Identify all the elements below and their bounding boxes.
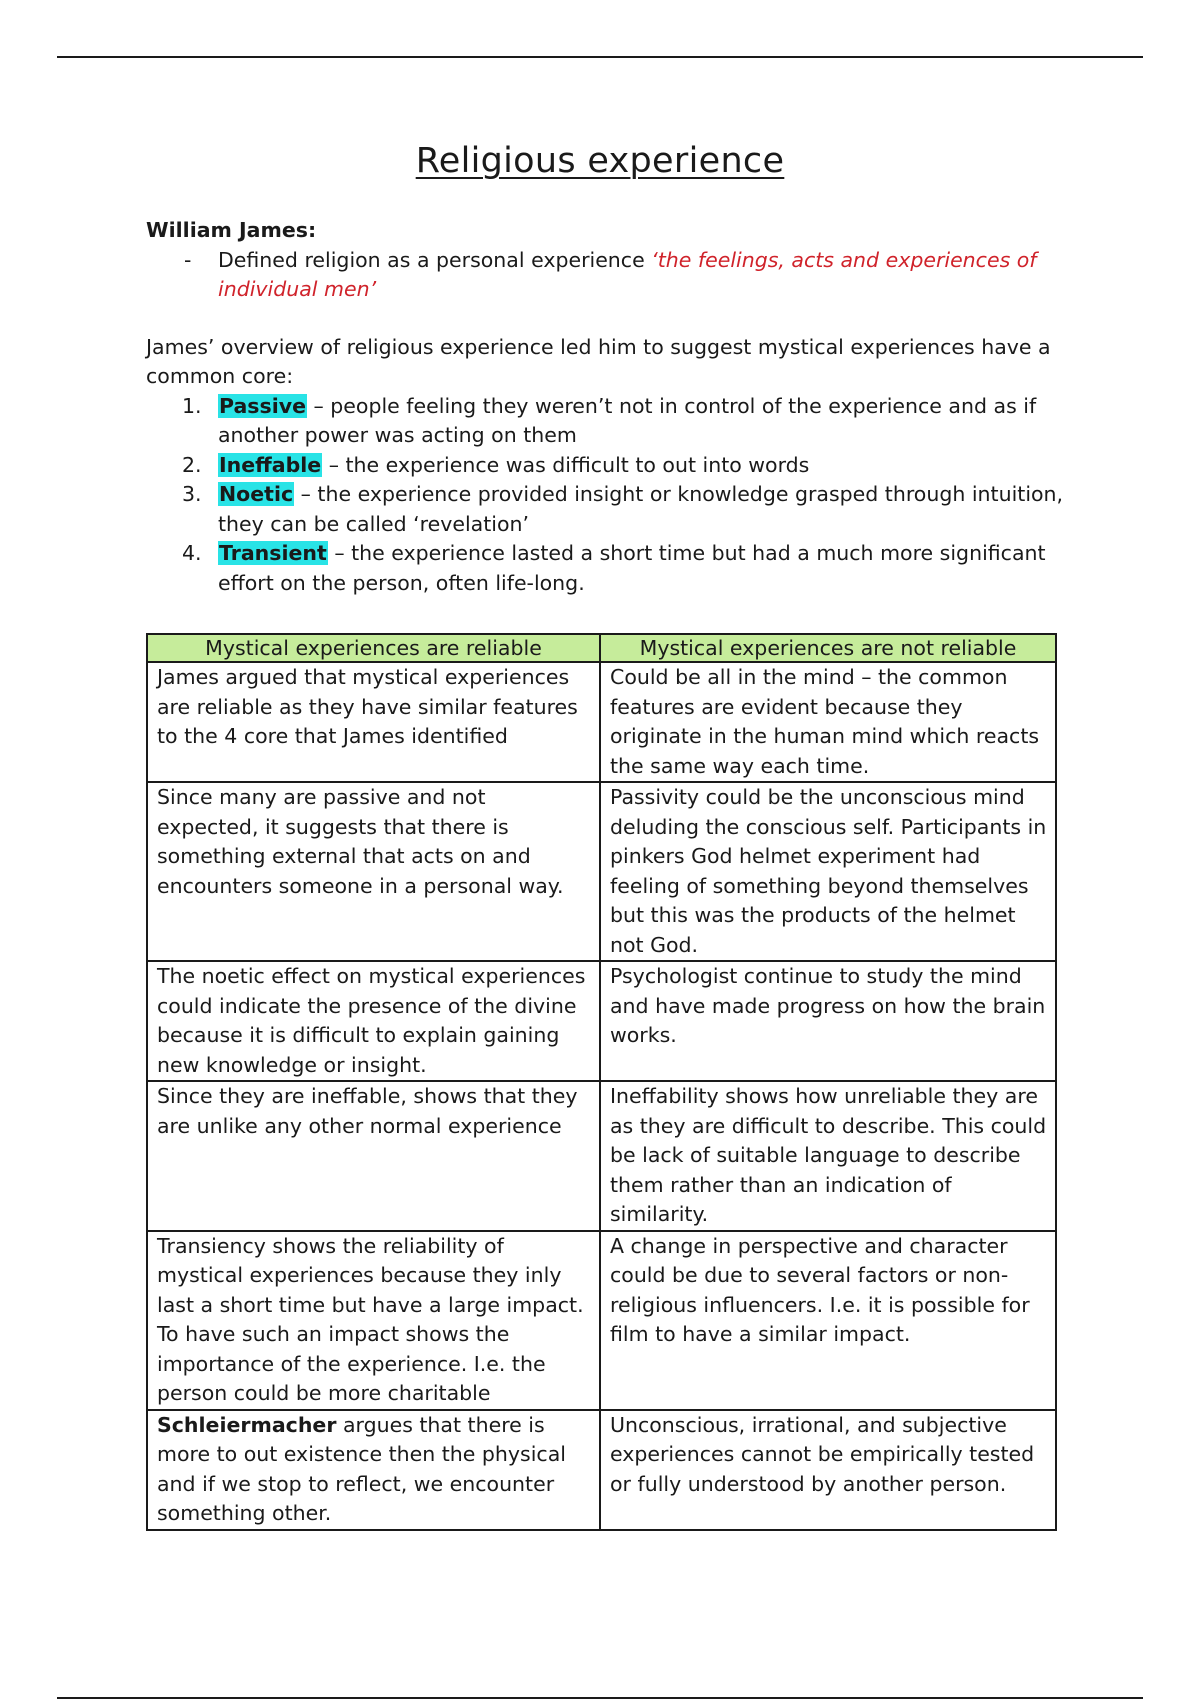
intro-paragraph: James’ overview of religious experience led him to suggest mystical experiences have a common core: bbox=[146, 334, 1051, 388]
bullet-text: Defined religion as a personal experience bbox=[218, 247, 652, 272]
schleiermacher-name: Schleiermacher bbox=[157, 1412, 337, 1437]
highlighted-term: Noetic bbox=[219, 482, 294, 506]
bullet-item bbox=[146, 246, 1066, 305]
table-row bbox=[147, 961, 1056, 1081]
list-item bbox=[146, 480, 1066, 539]
james-quote: ‘the feelings, acts and experiences of individual men’ bbox=[218, 247, 1037, 301]
table-cell: Unconscious, irrational, and subjective experiences cannot be empirically tested or fully understood by another person. bbox=[600, 1410, 1056, 1530]
header-rule bbox=[57, 56, 1143, 58]
table-row bbox=[147, 1231, 1056, 1410]
term-description: – people feeling they weren’t not in control of the experience and as if another power was acting on them bbox=[218, 393, 1037, 447]
highlighted-term: Transient bbox=[219, 541, 327, 565]
bullet-marker: - bbox=[184, 247, 192, 272]
table-cell: The noetic effect on mystical experiences could indicate the presence of the divine because it is difficult to explain gaining new knowledge or insight. bbox=[147, 961, 600, 1081]
table-cell: Ineffability shows how unreliable they are as they are difficult to describe. This could be lack of suitable language to describe them rather than an indication of similarity. bbox=[600, 1081, 1056, 1231]
table-cell: Since many are passive and not expected, it suggests that there is something external that acts on and encounters someone in a personal way. bbox=[147, 782, 600, 961]
term-description: – the experience provided insight or knowledge grasped through intuition, they can be called ‘revelation’ bbox=[218, 482, 1064, 536]
table-row bbox=[147, 1081, 1056, 1231]
list-item bbox=[146, 392, 1066, 451]
page-title: Religious experience bbox=[415, 141, 785, 181]
table-row bbox=[147, 782, 1056, 961]
table-row bbox=[147, 662, 1056, 782]
highlighted-term: Passive bbox=[219, 393, 307, 418]
highlighted-term: Ineffable bbox=[219, 452, 322, 477]
table-cell bbox=[147, 1410, 600, 1530]
core-features-list bbox=[146, 392, 1066, 599]
table-cell: Since they are ineffable, shows that they are unlike any other normal experience bbox=[147, 1081, 600, 1231]
term-description: – the experience lasted a short time but had a much more significant effort on the person, often life-long. bbox=[218, 541, 1046, 595]
cell-text: argues that there is more to out existence then the physical and if we stop to reflect, we encounter something other. bbox=[157, 1412, 566, 1525]
table-row bbox=[147, 1410, 1056, 1530]
table-cell: Psychologist continue to study the mind and have made progress on how the brain works. bbox=[600, 961, 1056, 1081]
term-description: – the experience was difficult to out into words bbox=[322, 452, 810, 477]
comparison-table bbox=[146, 633, 1057, 1531]
list-number: 2. bbox=[182, 452, 202, 477]
table-cell: Passivity could be the unconscious mind deluding the conscious self. Participants in pinkers God helmet experiment had feeling of something beyond themselves but this was the products of the helmet not God. bbox=[600, 782, 1056, 961]
document-body bbox=[146, 216, 1066, 598]
column-header-not-reliable: Mystical experiences are not reliable bbox=[600, 634, 1056, 662]
section-heading: William James: bbox=[146, 218, 317, 242]
table-header-row bbox=[147, 634, 1056, 662]
table-cell: Could be all in the mind – the common features are evident because they originate in the human mind which reacts the same way each time. bbox=[600, 662, 1056, 782]
list-item bbox=[146, 539, 1066, 598]
table-cell: A change in perspective and character could be due to several factors or non-religious influencers. I.e. it is possible for film to have a similar impact. bbox=[600, 1231, 1056, 1410]
table-cell: James argued that mystical experiences are reliable as they have similar features to the 4 core that James identified bbox=[147, 662, 600, 782]
list-number: 1. bbox=[182, 393, 202, 418]
column-header-reliable: Mystical experiences are reliable bbox=[147, 634, 600, 662]
list-number: 3. bbox=[182, 482, 202, 506]
list-item bbox=[146, 451, 1066, 481]
list-number: 4. bbox=[182, 541, 202, 565]
footer-rule bbox=[57, 1697, 1143, 1699]
table-cell: Transiency shows the reliability of mystical experiences because they inly last a short time but have a large impact. To have such an impact shows the importance of the experience. I.e. the person could be more charitable bbox=[147, 1231, 600, 1410]
